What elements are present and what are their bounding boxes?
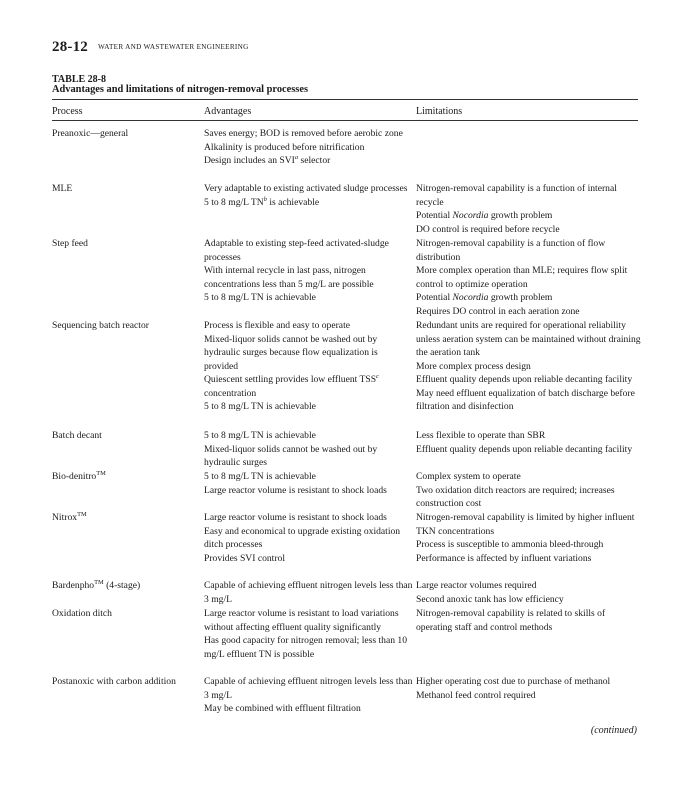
limitation-item: Requires DO control in each aeration zone xyxy=(416,305,580,317)
process-text: Nitrox xyxy=(52,512,78,523)
limitation-item xyxy=(416,291,642,305)
advantage-item: Mixed-liquor solids cannot be washed out by hydraulic surges because flow equalization is provided xyxy=(204,333,378,372)
footnote-mark: b xyxy=(263,195,267,203)
limitations-cell xyxy=(416,607,642,634)
footnote-mark: c xyxy=(376,373,379,380)
advantage-item xyxy=(204,373,414,400)
advantage-item: Easy and economical to upgrade existing oxidation ditch processes xyxy=(204,525,401,550)
limitation-item: Performance is affected by influent variations xyxy=(416,552,592,564)
process-cell xyxy=(52,470,200,484)
process-cell: Oxidation ditch xyxy=(52,608,112,619)
table-row xyxy=(0,511,689,579)
limitation-text: growth problem xyxy=(490,210,553,221)
advantage-item: Mixed-liquor solids cannot be washed out by hydraulic surges xyxy=(204,443,378,468)
limitation-item: May need effluent equalization of batch discharge before filtration and disinfection xyxy=(416,387,635,412)
process-text: Bardenpho xyxy=(52,580,95,591)
advantage-item: Alkalinity is produced before nitrification xyxy=(204,141,365,153)
limitation-item: Process is susceptible to ammonia bleed-through xyxy=(416,539,604,550)
advantages-cell xyxy=(204,127,414,168)
table-top-rule xyxy=(52,99,638,100)
process-cell: Postanoxic with carbon addition xyxy=(52,676,176,687)
advantages-cell xyxy=(204,470,414,497)
advantage-item: With internal recycle in last pass, nitrogen concentrations less than 5 mg/L are possible xyxy=(204,265,374,290)
table-row xyxy=(0,319,689,429)
advantage-item: Large reactor volume is resistant to shock loads xyxy=(204,484,387,496)
limitations-cell xyxy=(416,511,642,565)
limitation-item: Complex system to operate xyxy=(416,471,521,482)
advantage-item: Large reactor volume is resistant to load variations without affecting effluent quality significantly xyxy=(204,608,399,633)
advantage-text: 5 to 8 mg/L TN xyxy=(204,196,264,208)
limitation-item: Effluent quality depends upon reliable decanting facility xyxy=(416,374,633,385)
advantage-item: 5 to 8 mg/L TN is achievable xyxy=(204,471,316,482)
table-row xyxy=(0,237,689,319)
limitations-cell xyxy=(416,237,642,318)
table-header-rule xyxy=(52,120,638,121)
limitation-text: growth problem xyxy=(490,292,553,303)
advantage-item: Very adaptable to existing activated sludge processes xyxy=(204,183,408,194)
advantages-cell xyxy=(204,182,414,209)
page-number: 28-12 xyxy=(52,39,88,55)
limitation-text: Nocordia xyxy=(452,292,489,303)
trademark-mark: TM xyxy=(96,470,106,477)
process-cell: Batch decant xyxy=(52,430,102,441)
advantage-item: Capable of achieving effluent nitrogen levels less than 3 mg/L xyxy=(204,580,413,605)
advantages-cell xyxy=(204,237,414,305)
limitation-item: Less flexible to operate than SBR xyxy=(416,430,546,441)
limitations-cell xyxy=(416,579,642,606)
advantage-item xyxy=(204,196,414,210)
limitation-item: Nitrogen-removal capability is related to skills of operating staff and control methods xyxy=(416,608,606,633)
advantage-item xyxy=(204,154,414,168)
limitation-item: Second anoxic tank has low efficiency xyxy=(416,593,564,605)
table-row xyxy=(0,607,689,675)
advantage-item: 5 to 8 mg/L TN is achievable xyxy=(204,401,316,412)
limitations-cell xyxy=(416,675,642,702)
advantage-item: Saves energy; BOD is removed before aerobic zone xyxy=(204,128,403,139)
advantage-text: is achievable xyxy=(269,196,320,208)
advantage-text: concentration xyxy=(204,387,257,399)
limitation-item: Nitrogen-removal capability is a function of internal recycle xyxy=(416,183,617,208)
continued-note: (continued) xyxy=(590,725,637,736)
limitation-item: Effluent quality depends upon reliable decanting facility xyxy=(416,443,633,455)
process-cell xyxy=(52,579,200,593)
table-row xyxy=(0,127,689,182)
advantage-item: Large reactor volume is resistant to shock loads xyxy=(204,512,387,523)
footnote-mark: a xyxy=(294,154,299,161)
limitation-text: Potential xyxy=(416,210,451,221)
limitations-cell xyxy=(416,182,642,236)
column-header-process: Process xyxy=(52,106,83,117)
advantages-cell xyxy=(204,579,414,606)
advantage-item: Capable of achieving effluent nitrogen levels less than 3 mg/L xyxy=(204,676,413,701)
process-cell: Step feed xyxy=(52,238,88,249)
table-row xyxy=(0,579,689,607)
limitations-cell xyxy=(416,470,642,511)
advantages-cell xyxy=(204,429,414,470)
table-body xyxy=(0,127,689,716)
trademark-mark: TM xyxy=(94,579,104,586)
limitation-item: Nitrogen-removal capability is a function of flow distribution xyxy=(416,238,606,263)
advantage-text: selector xyxy=(298,155,331,166)
advantage-text: Design includes an SVI xyxy=(204,155,295,166)
advantages-cell xyxy=(204,319,414,414)
process-cell: MLE xyxy=(52,183,73,194)
limitation-item: Two oxidation ditch reactors are required; increases construction cost xyxy=(416,484,615,509)
limitation-item xyxy=(416,209,642,223)
limitation-item: Higher operating cost due to purchase of methanol xyxy=(416,676,611,687)
limitation-item: Methanol feed control required xyxy=(416,689,536,701)
advantage-item: Has good capacity for nitrogen removal; less than 10 mg/L effluent TN is possible xyxy=(204,635,408,660)
process-cell: Preanoxic—general xyxy=(52,128,129,139)
advantage-item: Provides SVI control xyxy=(204,552,286,564)
advantage-item: Adaptable to existing step-feed activated-sludge processes xyxy=(204,238,389,263)
limitation-item: More complex operation than MLE; requires flow split control to optimize operation xyxy=(416,265,628,290)
page-header xyxy=(52,38,249,56)
limitation-item: Redundant units are required for operational reliability unless aeration system can be maintained without draining the aeration tank xyxy=(416,320,641,358)
advantage-item: 5 to 8 mg/L TN is achievable xyxy=(204,292,316,303)
advantage-item: 5 to 8 mg/L TN is achievable xyxy=(204,430,316,441)
running-head: WATER AND WASTEWATER ENGINEERING xyxy=(98,43,249,51)
limitation-item: DO control is required before recycle xyxy=(416,223,560,235)
column-header-limitations: Limitations xyxy=(416,106,463,117)
advantage-item: May be combined with effluent filtration xyxy=(204,703,361,714)
table-row xyxy=(0,429,689,470)
table-label: TABLE 28-8 xyxy=(52,74,106,85)
table-row xyxy=(0,675,689,716)
limitations-cell xyxy=(416,319,642,414)
limitations-cell xyxy=(416,429,642,456)
trademark-mark: TM xyxy=(77,511,87,518)
table-title: Advantages and limitations of nitrogen-removal processes xyxy=(52,84,309,95)
limitation-text: Nocordia xyxy=(452,210,489,221)
advantage-item: Process is flexible and easy to operate xyxy=(204,320,350,331)
limitation-text: Potential xyxy=(416,292,451,303)
process-text: Bio-denitro xyxy=(52,471,97,482)
advantages-cell xyxy=(204,511,414,565)
limitation-item: More complex process design xyxy=(416,360,531,372)
advantage-text: Quiescent settling provides low effluent TSS xyxy=(204,374,377,385)
limitation-item: Nitrogen-removal capability is limited by higher influent TKN concentrations xyxy=(416,512,635,537)
process-cell xyxy=(52,511,200,525)
advantages-cell xyxy=(204,607,414,661)
process-text: (4-stage) xyxy=(103,580,141,591)
table-row xyxy=(0,182,689,237)
process-cell: Sequencing batch reactor xyxy=(52,320,149,331)
limitation-item: Large reactor volumes required xyxy=(416,580,537,591)
advantages-cell xyxy=(204,675,414,716)
column-header-advantages: Advantages xyxy=(204,106,252,117)
table-row xyxy=(0,470,689,511)
